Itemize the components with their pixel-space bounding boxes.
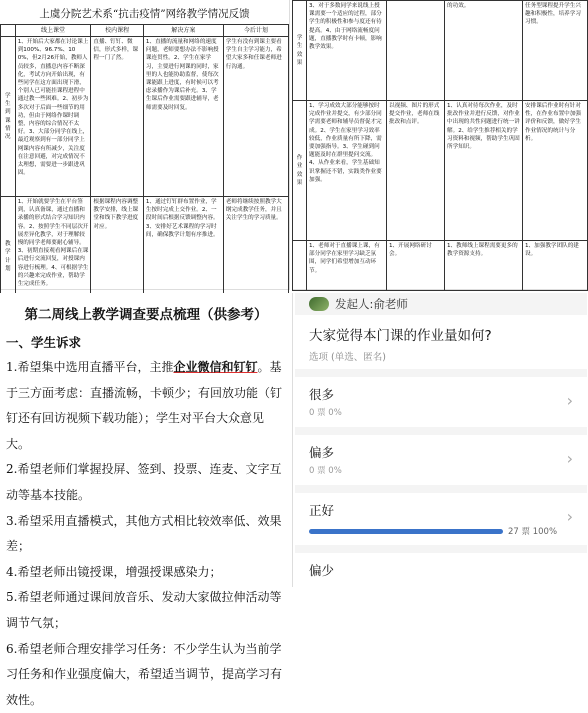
table-cell: 任务型课程提升学生兴趣和积极性，培养学习习惯。 [523,1,588,101]
table-cell [387,1,445,101]
poll-initiator: 发起人:俞老师 [335,297,408,311]
table-header-cell: 校内课程 [91,25,144,37]
row-category: 学生到课情况 [1,37,16,197]
table-cell: 1、加强教学团队的建设。 [523,241,588,291]
chevron-right-icon: › [566,391,573,410]
poll-option-偏多[interactable] [295,435,587,485]
table-cell: 3、对于多数同学来说线上授课需要一个适应的过程，部分学生的积极性和参与度还有待提高。4、由于网络流畅度问题，直播教学时有卡顿，影响教学效果。 [307,1,387,101]
table-cell: 1、老师对于直播课上课，有部分同学在家里学习缺乏氛围，同学们希望增加互动环节。 [307,241,387,291]
table-cell: 根据课程内容调整教学安排，线上课堂和线下教学进度对应。 [91,197,144,317]
table-cell: 1、认真对待每次作业，及时批改作业并进行反馈，对作业中出现的共性问题进行统一讲解。2、给学生推荐相关的学习资料和视频，帮助学生巩固所学知识。 [445,101,523,241]
item-text: 5.希望老师通过课间放音乐、发动大家做拉伸活动等调节气氛； [6,590,282,630]
table-header-cell [1,25,16,37]
table-row [1,37,289,197]
table-cell: 1、开始后大家都在讨论课上到100%、96.7%、100%，但2月26开始，教师人员较多，直播总内容不断深化，考试方向开始出现，有些同学在这方面出现下滑，个别人已可能挂课程进程中通过教一些困难。2、初步为多次对于后面一些细节的用功，但由于网络作课时调整，内容的综合情况不太好。3、大部分同学在线上，最近观察到有一部分同学上网课内容有所减少，关注度在注意回避，对完成情况不太理想，需要进一步跟进巩固。 [15,37,91,197]
item-text: 3.希望采用直播模式，其他方式相比较效率低、效果差； [6,513,282,554]
survey-summary-document [0,293,293,707]
table-row [293,101,588,241]
list-item [0,560,292,586]
table-cell: 1、直播的流量和网络的速度问题，老师要想办法不影响授课连贯性。2、学生在家学习，主要进行网课的同时，家里的人也能协助监督，使每次课能跟上进度，有时候可以考虑录播作为课后补充。3、学生课后作业需要跟进辅导，老师需要及时回复。 [143,37,223,197]
item-text: 2.希望老师们掌握投屏、签到、投票、连麦、文字互动等基本技能。 [6,462,282,502]
feedback-document-right [292,0,587,290]
option-label: 很多 [309,387,335,402]
option-count: 0 票 0% [309,466,342,476]
list-item [0,637,292,713]
table-cell: 学生有没有到课主要看学生自主学习能力，希望大家多和任课老师进行沟通。 [223,37,288,197]
option-label: 偏多 [309,445,335,460]
poll-question: 大家觉得本门课的作业量如何? [309,328,492,344]
chevron-right-icon: › [566,449,573,468]
item-text: 6.希望老师合理安排学习任务：不少学生认为当前学习任务和作业强度偏大，希望适当调节，提高学习有效性。 [6,641,283,707]
item-text: 1.希望集中选用直播平台，主推 [6,360,174,374]
option-label: 偏少 [309,563,335,578]
table-cell: 1、开始就要学生在平台签到，认真备课，通过直播和录播的形式结合学习知识内容。2、按照学生不同层次开展差异化教学，对于理解较慢的同学老师要耐心辅导。3、初期直接观看网课后在课后进行交流回复，对授课内容进行梳理。4、可根据学生的兴趣来完成作业，帮助学生完成任务。 [15,197,91,317]
poll-question-block [295,315,587,369]
table-row [293,1,588,101]
poll-options-meta: 选项 (单选、匿名) [309,352,386,363]
section-heading: 一、学生诉求 [6,335,82,350]
row-category: 学生效果 [293,1,307,101]
option-label: 正好 [309,503,335,518]
table-cell: 直播、钉钉、微信，形式多样，课程一门了然。 [91,37,144,197]
poll-header [295,293,587,315]
table-header-cell: 今后计划 [223,25,288,37]
table-cell: 1、开展网络研讨会。 [387,241,445,291]
poll-option-偏少[interactable] [295,553,587,603]
avatar [309,297,329,311]
table-cell: 1、教师线上课程需要更多的教学资源支持。 [445,241,523,291]
row-category: 教学计划 [1,197,16,317]
item-text: 。基于三方面考虑：直播流畅，卡顿少；有回放功能（钉钉还有回访视频下载功能）；学生对平台大众意见大。 [6,360,283,451]
vote-progress-bar [309,529,503,534]
row-category: 作业效果 [293,101,307,241]
item-text: 4.希望老师出镜授课，增强授课感染力； [6,564,222,579]
feedback-table [0,24,289,317]
row-category [293,241,307,291]
highlighted-platforms: 企业微信和钉钉 [173,360,258,374]
table-row [293,241,588,291]
table-cell: 以视频、图片的形式提交作业，老师在线批改和点评。 [387,101,445,241]
list-item [0,355,292,457]
document-title: 上虞分院艺术系“抗击疫情”网络教学情况反馈 [39,8,250,20]
feedback-document-left [0,0,290,290]
option-count: 0 票 0% [309,408,342,418]
table-cell: 安排课后作业时有针对性，在作业布置中加强评价和反馈，做好学生作业情况的统计与分析。 [523,101,588,241]
poll-option-很多[interactable] [295,377,587,427]
poll-panel [295,293,587,587]
poll-option-正好[interactable] [295,493,587,545]
list-item [0,457,292,508]
table-header-row [1,25,289,37]
table-cell: 的功效。 [445,1,523,101]
summary-title: 第二周线上教学调查要点梳理（供参考） [24,307,268,323]
chevron-right-icon: › [566,507,573,526]
table-header-cell: 解决方案 [143,25,223,37]
table-cell: 1、通过钉钉群布置作业，学生按时完成上交作业。2、一段时间后根据反馈调整内容。3、安排好艺术课程的学习时间，确保教学计划有序推进。 [143,197,223,317]
table-cell: 1、学习成效大部分能够按时完成作业并提交，有少部分同学需要老师和辅导员督促才完成。2、学生在家里学习效率较低，作业质量有所下降，需要加强指导。3、学生碰到问题能及时在群里提问交流。4、从作业来看，学生基础知识掌握还不错，实践类作业要加强。 [307,101,387,241]
list-item [0,509,292,560]
vote-progress [309,525,573,537]
feedback-table-continued [292,0,588,291]
table-header-cell: 线上课堂 [15,25,91,37]
table-cell: 老师将继续按照教学大纲完成教学任务，并且关注学生的学习质量。 [223,197,288,317]
list-item [0,585,292,636]
option-count: 27 票 100% [508,527,558,537]
